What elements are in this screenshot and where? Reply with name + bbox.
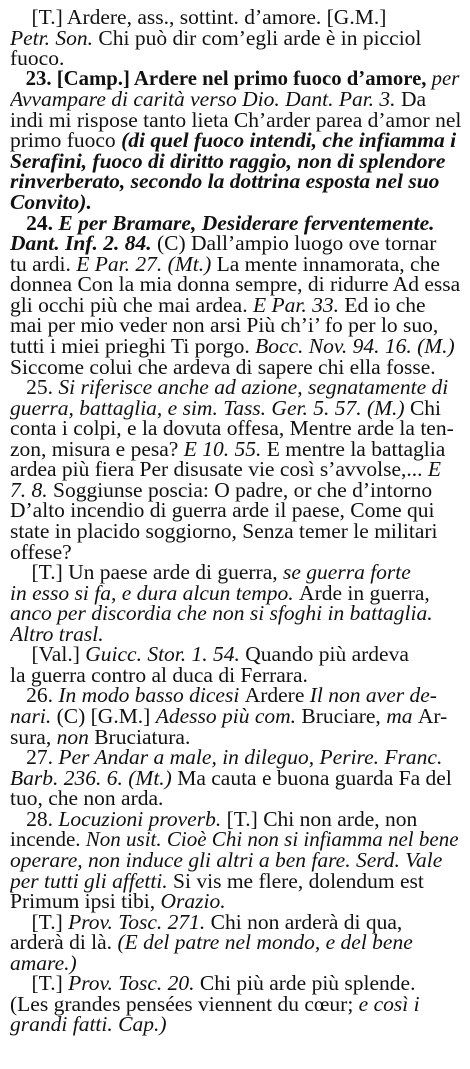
text-run: Petr. Son. [10, 25, 99, 50]
text-run: Orazio. [160, 889, 226, 914]
text-run: amare.) [10, 950, 77, 975]
text-run: Si vis me flere, dolendum est [173, 868, 424, 893]
text-run: Avvampare di carità verso Dio. Dant. Par. 3. [10, 87, 401, 112]
text-run: Prov. Tosc. 20. [68, 971, 200, 996]
text-run: mai per mio veder non arsi Più ch’i’ fo per lo suo, [10, 313, 439, 338]
text-run: Bruciatura. [94, 724, 191, 749]
text-run: E mentre la battaglia [266, 436, 446, 461]
text-run: ma [386, 704, 418, 729]
text-run: La mente innamorata, che [211, 251, 440, 276]
text-run: Da [400, 87, 427, 112]
text-run: per [431, 67, 460, 90]
text-run: 23. [Camp.] Ardere nel primo fuoco d’amore, [10, 67, 432, 90]
text-run: Ed io che [344, 292, 426, 317]
text-run: Guicc. Stor. 1. 54. [85, 642, 246, 667]
text-run: e così i [358, 991, 420, 1016]
text-run: operare, non induce gli altri a ben fare. Serd. Vale [10, 847, 443, 872]
text-run: guerra, battaglia, e sim. Tass. Ger. 5. 57. (M.) [10, 395, 405, 420]
text-run: [T.] Ardere, ass., sottint. d’amore. [G.M.] [10, 5, 387, 29]
text-run: conta i colpi, e la dovuta offesa, Mentre arde la ten- [10, 416, 454, 441]
text-run: [Val.] [10, 642, 86, 667]
text-run: Ardere [244, 683, 310, 708]
text-run: arderà di là. [10, 930, 118, 955]
text-line [10, 1011, 461, 1038]
text-run: donnea Con la mia donna sempre, di ridurre Ad essa [10, 272, 461, 297]
text-run: Convito). [10, 190, 92, 215]
text-run: [T.] Chi non arde, non [226, 806, 418, 831]
text-run: 27. [10, 745, 59, 770]
text-run: non [56, 724, 95, 749]
text-run: gli occhi più che mai ardea. [10, 292, 253, 317]
text-run: Il non aver de- [309, 683, 437, 708]
text-run: E per Bramare, Desiderare ferventemente. [58, 210, 435, 235]
text-run: E [427, 457, 442, 482]
text-run: incende. [10, 827, 86, 852]
text-run: E 10. 55. [183, 436, 267, 461]
text-run: la guerra contro al duca di Ferrara. [10, 662, 308, 687]
text-run: (C) Dall’ampio luogo ove tornar [156, 231, 437, 256]
text-run: E Par. 33. [252, 292, 345, 317]
text-run: in esso si fa, e dura alcun tempo. [10, 580, 300, 605]
text-run: Bruciare, [301, 704, 387, 729]
text-run: Chi [404, 395, 442, 420]
text-run: Quando più ardeva [245, 642, 409, 667]
text-run: nari. [10, 704, 57, 729]
text-run: (C) [G.M.] [56, 704, 156, 729]
text-run: tuo, che non arda. [10, 786, 164, 811]
text-run: Arde in guerra, [299, 580, 430, 605]
text-run: Prov. Tosc. 271. [68, 909, 211, 934]
text-run: tutti i miei prieghi Ti porgo. [10, 333, 256, 358]
text-run: Altro trasl. [10, 621, 104, 646]
text-run: E Par. 27. (Mt.) [76, 251, 212, 276]
text-run: [T.] Un paese arde di guerra, [10, 560, 284, 585]
text-run: rinverberato, secondo la dottrina esposta nel suo [10, 169, 440, 194]
text-run: state in placido soggiorno, Senza temer le militari [10, 519, 438, 543]
text-run: Serafini, fuoco di diritto raggio, non di splendore [10, 148, 446, 173]
text-run: Per Andar a male, in dileguo, Perire. Franc. [58, 745, 443, 770]
text-run: Chi può dir com’egli arde è in picciol [98, 25, 422, 50]
text-run: offese? [10, 539, 72, 564]
text-run: anco per discordia che non si sfoghi in battaglia. [10, 601, 433, 626]
text-run: 7. 8. [10, 477, 53, 502]
text-run: [T.] [10, 971, 69, 996]
text-run: Barb. 236. 6. (Mt.) [10, 765, 172, 790]
text-run: (Les grandes pensées viennent du cœur; [10, 991, 359, 1016]
text-run: indi mi rispose tanto lieta Ch’arder parea d’amor nel [10, 107, 461, 132]
text-run: Soggiunse poscia: O padre, or che d’intorno [53, 477, 433, 502]
text-run: (di quel fuoco intendi, che infiamma i [121, 128, 457, 153]
text-run: Dant. Inf. 2. 84. [10, 231, 157, 256]
text-run: Ma cauta e buona guarda Fa del [171, 765, 452, 790]
text-run: per tutti gli affetti. [10, 868, 174, 893]
text-run: In modo basso dicesi [58, 683, 245, 708]
text-run: Chi non arderà di qua, [210, 909, 403, 934]
text-run: [T.] [10, 909, 69, 934]
text-run: ardea più fiera Per disusate vie così s’avvolse,... [10, 457, 428, 482]
text-run: primo fuoco [10, 128, 122, 153]
text-run: Adesso più com. [155, 704, 302, 729]
text-run: 25. [10, 375, 59, 400]
text-run: 24. [10, 210, 59, 235]
text-run: Si riferisce anche ad azione, segnatamente di [58, 375, 449, 400]
text-run: se guerra forte [283, 560, 411, 585]
text-run: Locuzioni proverb. [58, 806, 227, 831]
text-run: Primum ipsi tibi, [10, 889, 161, 914]
text-run: grandi fatti. Cap.) [10, 1012, 167, 1037]
text-run: Ar- [417, 704, 448, 729]
text-run: Non usit. Cioè Chi non si infiamma nel bene [85, 827, 459, 852]
text-run: Siccome colui che ardeva di sapere chi ella fosse. [10, 354, 436, 379]
text-run: (E del patre nel mondo, e del bene [117, 930, 413, 955]
text-run: Bocc. Nov. 94. 16. (M.) [255, 333, 455, 358]
text-run: Chi più arde più splende. [199, 971, 416, 996]
text-run: D’alto incendio di guerra arde il paese, Come qui [10, 498, 435, 523]
text-run: 26. [10, 683, 59, 708]
text-run: fuoco. [10, 46, 65, 71]
text-run: sura, [10, 724, 57, 749]
text-run: zon, misura e pesa? [10, 436, 184, 461]
text-run: tu ardi. [10, 251, 77, 276]
text-run: 28. [10, 806, 59, 831]
